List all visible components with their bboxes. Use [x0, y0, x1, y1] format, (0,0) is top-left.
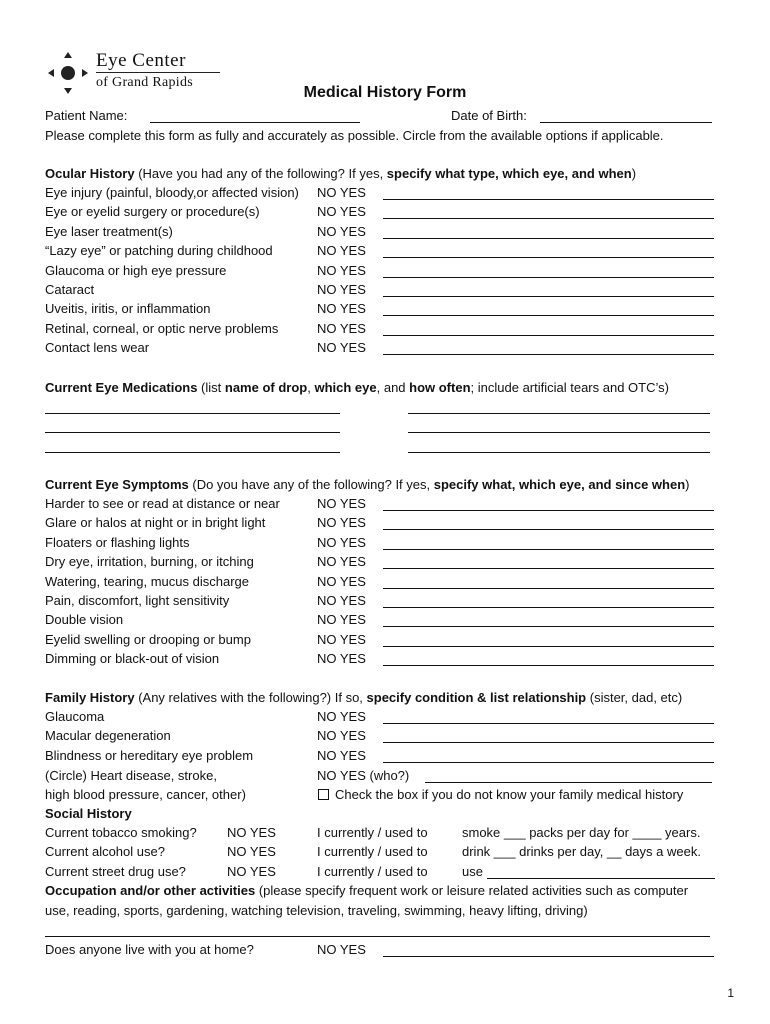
symptom-item-label: Dimming or black-out of vision [45, 651, 220, 667]
family-item-label: Glaucoma [45, 709, 105, 724]
checkbox-label: Check the box if you do not know your family medical history [335, 787, 684, 802]
family-item-row [45, 728, 770, 747]
no-yes-options[interactable]: NO YES [317, 243, 366, 259]
ocular-item-row [45, 282, 770, 301]
home-field[interactable] [383, 956, 714, 957]
no-yes-options[interactable]: NO YES [317, 223, 366, 239]
home-no-yes[interactable]: NO YES [317, 942, 366, 957]
symptom-item-label: Pain, discomfort, light sensitivity [45, 593, 230, 608]
social-row [45, 864, 770, 883]
symptom-item-label: Floaters or flashing lights [45, 534, 190, 550]
ocular-item-detail-field[interactable] [383, 354, 714, 355]
social-label: Current street drug use? [45, 863, 186, 879]
dob-field[interactable] [540, 122, 712, 123]
family-who-field[interactable] [425, 782, 712, 783]
family-item-row [45, 709, 770, 728]
ocular-item-detail-field[interactable] [383, 218, 714, 219]
meds-heading: Current Eye Medications (list name of drop, which eye, and how often; include artificial tears and OTC’s) [45, 380, 669, 395]
social-status[interactable]: I currently / used to [317, 844, 428, 860]
social-no-yes[interactable]: NO YES [227, 844, 276, 860]
social-heading: Social History [45, 806, 132, 821]
ocular-item-row [45, 340, 770, 359]
no-yes-options[interactable]: NO YES [317, 320, 366, 336]
ocular-item-row [45, 243, 770, 262]
social-row [45, 825, 770, 844]
symptom-item-label: Harder to see or read at distance or near [45, 496, 280, 511]
ocular-item-label: Cataract [45, 282, 95, 297]
ocular-item-label: Eye injury (painful, bloody,or affected vision) [45, 185, 299, 200]
ocular-item-row [45, 301, 770, 320]
ocular-item-row [45, 263, 770, 282]
ocular-item-row [45, 321, 770, 340]
symptom-item-label: Double vision [45, 612, 124, 628]
home-label: Does anyone live with you at home? [45, 942, 254, 957]
page-title: Medical History Form [303, 84, 467, 101]
no-yes-options[interactable]: NO YES [317, 573, 366, 589]
logo-rule [96, 72, 220, 73]
ocular-item-detail-field[interactable] [383, 296, 714, 297]
family-circle-label: (Circle) Heart disease, stroke, [45, 768, 217, 783]
no-yes-options[interactable]: NO YES [317, 340, 366, 356]
ocular-item-label: Contact lens wear [45, 340, 150, 356]
occupation-heading: Occupation and/or other activities (please specify frequent work or leisure related activities such as computer [45, 883, 689, 898]
symptom-item-label: Glare or halos at night or in bright light [45, 515, 266, 531]
symptom-item-row [45, 593, 770, 612]
family-who-option[interactable]: NO YES (who?) [317, 768, 410, 783]
ocular-item-label: Eye laser treatment(s) [45, 223, 173, 239]
ocular-item-label: Uveitis, iritis, or inflammation [45, 301, 211, 317]
symptom-item-row [45, 612, 770, 631]
no-yes-options[interactable]: NO YES [317, 515, 366, 531]
symptom-item-row [45, 574, 770, 593]
ocular-item-detail-field[interactable] [383, 335, 714, 336]
symptom-item-label: Watering, tearing, mucus discharge [45, 573, 250, 589]
patient-name-label: Patient Name: [45, 108, 128, 123]
ocular-item-label: Retinal, corneal, or optic nerve problems [45, 320, 279, 336]
ocular-item-detail-field[interactable] [383, 315, 714, 316]
family-item-detail-field[interactable] [383, 762, 714, 763]
social-detail: use [462, 863, 483, 879]
symptom-item-detail-field[interactable] [383, 646, 714, 647]
symptom-item-row [45, 554, 770, 573]
no-yes-options[interactable]: NO YES [317, 534, 366, 550]
med-field-2[interactable] [408, 413, 710, 414]
no-yes-options[interactable]: NO YES [317, 185, 366, 200]
symptom-item-label: Dry eye, irritation, burning, or itching [45, 554, 254, 570]
symptom-item-row [45, 632, 770, 651]
symptom-item-detail-field[interactable] [383, 549, 714, 550]
no-yes-options[interactable]: NO YES [317, 709, 366, 724]
ocular-item-label: Eye or eyelid surgery or procedure(s) [45, 204, 260, 220]
med-field-1[interactable] [45, 413, 340, 414]
no-yes-options[interactable]: NO YES [317, 262, 366, 278]
social-label: Current tobacco smoking? [45, 825, 197, 840]
ocular-item-detail-field[interactable] [383, 277, 714, 278]
unknown-history-checkbox[interactable] [318, 789, 329, 800]
symptom-item-row [45, 535, 770, 554]
instructions: Please complete this form as fully and accurately as possible. Circle from the available options if applicable. [45, 128, 664, 143]
ocular-item-row [45, 185, 770, 204]
family-checkbox-row [45, 787, 770, 806]
family-heading: Family History (Any relatives with the following?) If so, specify condition & list relationship (sister, dad, etc) [45, 690, 683, 705]
symptom-item-row [45, 515, 770, 534]
med-field-4[interactable] [408, 432, 710, 433]
no-yes-options[interactable]: NO YES [317, 282, 366, 297]
no-yes-options[interactable]: NO YES [317, 496, 366, 511]
symptom-item-row [45, 651, 770, 670]
ocular-item-row [45, 204, 770, 223]
no-yes-options[interactable]: NO YES [317, 728, 366, 744]
no-yes-options[interactable]: NO YES [317, 204, 366, 220]
ocular-heading: Ocular History (Have you had any of the following? If yes, specify what type, which eye, and when) [45, 166, 637, 181]
med-field-6[interactable] [408, 452, 710, 453]
no-yes-options[interactable]: NO YES [317, 301, 366, 317]
occupation-field[interactable] [45, 936, 710, 937]
no-yes-options[interactable]: NO YES [317, 747, 366, 763]
social-no-yes[interactable]: NO YES [227, 863, 276, 879]
symptom-item-detail-field[interactable] [383, 665, 714, 666]
ocular-item-detail-field[interactable] [383, 238, 714, 239]
no-yes-options[interactable]: NO YES [317, 631, 366, 647]
symptom-item-row [45, 496, 770, 515]
occupation-text: use, reading, sports, gardening, watching television, traveling, swimming, heavy lifting, driving) [45, 903, 588, 918]
page-number: 1 [727, 986, 734, 1000]
drug-use-field[interactable] [487, 878, 715, 879]
no-yes-options[interactable]: NO YES [317, 612, 366, 628]
no-yes-options[interactable]: NO YES [317, 593, 366, 608]
symptom-item-detail-field[interactable] [383, 588, 714, 589]
symptom-item-detail-field[interactable] [383, 529, 714, 530]
ocular-item-detail-field[interactable] [383, 257, 714, 258]
social-detail: smoke ___ packs per day for ____ years. [462, 825, 701, 840]
med-field-3[interactable] [45, 432, 340, 433]
logo-line1: Eye Center [96, 50, 186, 71]
family-item-row [45, 748, 770, 767]
symptoms-heading: Current Eye Symptoms (Do you have any of the following? If yes, specify what, which eye, and since when) [45, 477, 690, 492]
symptom-item-label: Eyelid swelling or drooping or bump [45, 631, 251, 647]
family-item-label: Macular degeneration [45, 728, 171, 744]
dob-label: Date of Birth: [451, 108, 527, 123]
med-field-5[interactable] [45, 452, 340, 453]
social-status[interactable]: I currently / used to [317, 863, 428, 879]
social-label: Current alcohol use? [45, 844, 165, 860]
family-item-detail-field[interactable] [383, 742, 714, 743]
patient-name-field[interactable] [150, 122, 360, 123]
social-no-yes[interactable]: NO YES [227, 825, 276, 840]
social-status[interactable]: I currently / used to [317, 825, 428, 840]
ocular-item-label: “Lazy eye” or patching during childhood [45, 243, 273, 259]
ocular-item-detail-field[interactable] [383, 199, 714, 200]
social-row [45, 844, 770, 863]
home-row [45, 942, 770, 961]
symptom-item-detail-field[interactable] [383, 568, 714, 569]
family-other-row [45, 768, 770, 787]
symptom-item-detail-field[interactable] [383, 607, 714, 608]
family-item-detail-field[interactable] [383, 723, 714, 724]
ocular-item-row [45, 224, 770, 243]
ocular-item-label: Glaucoma or high eye pressure [45, 262, 227, 278]
symptom-item-detail-field[interactable] [383, 510, 714, 511]
logo-line2: of Grand Rapids [96, 75, 194, 90]
family-item-label: Blindness or hereditary eye problem [45, 747, 254, 763]
no-yes-options[interactable]: NO YES [317, 554, 366, 570]
social-detail: drink ___ drinks per day, __ days a week. [462, 844, 701, 860]
family-circle-label-2: high blood pressure, cancer, other) [45, 787, 246, 802]
no-yes-options[interactable]: NO YES [317, 651, 366, 667]
symptom-item-detail-field[interactable] [383, 626, 714, 627]
